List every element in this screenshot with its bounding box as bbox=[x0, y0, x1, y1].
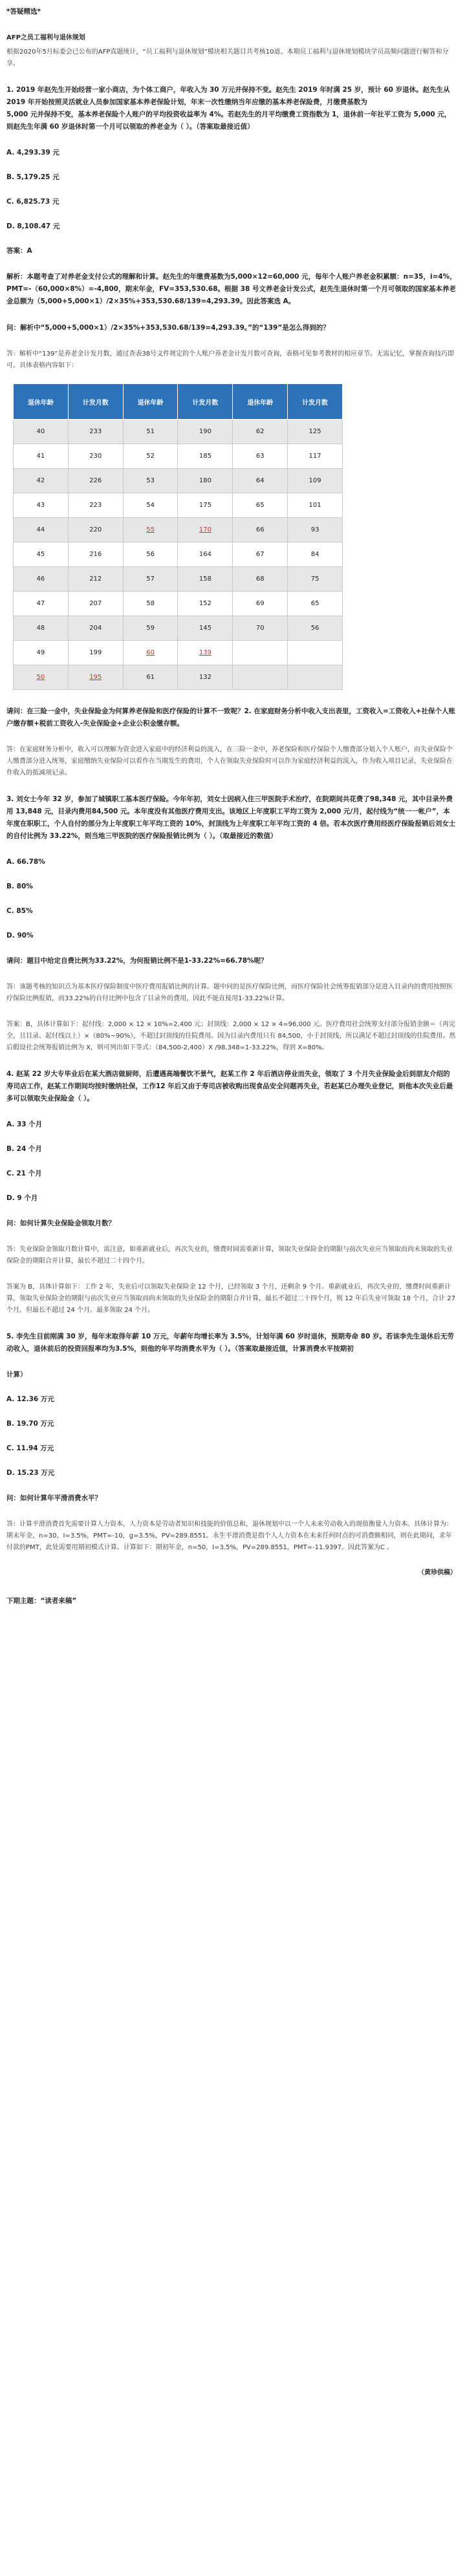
q4-option-d: D. 9 个月 bbox=[6, 1194, 38, 1202]
table-cell: 220 bbox=[68, 518, 123, 542]
pension-months-table bbox=[13, 383, 343, 690]
table-cell: 65 bbox=[288, 592, 343, 616]
table-cell bbox=[233, 641, 288, 665]
table-cell: 195 bbox=[68, 665, 123, 690]
q4-reply-calc: 答案为 B，具体计算如下：工作 2 年，失业后可以领取失业保险金 12 个月，已经领取 3 个月，还剩余 9 个月。重新就业后，再次失业的，缴费时间重新计算，领取失业保险金的期限与前次失业应当领取而尚未领取的失业保险金的期限合并计算，最长不超过二十四个月，则 12 年后失业可领取 18 个月，合计 27 个月，但最长不超过 24 个月。最多领取 24 个月。 bbox=[6, 1283, 456, 1314]
table-cell: 175 bbox=[178, 493, 233, 518]
table-cell: 93 bbox=[288, 518, 343, 542]
table-cell bbox=[233, 665, 288, 690]
table-cell: 190 bbox=[178, 420, 233, 444]
table-cell: 54 bbox=[123, 493, 178, 518]
table-cell: 58 bbox=[123, 592, 178, 616]
q4-reply: 答：失业保险金领取月数计算中，需注意，如重新就业后，再次失业的，缴费时间需重新计算，领取失业保险金的期限与前次失业应当领取而尚未领取的失业保险金的期限合并计算，最长不超过二十四个月。 bbox=[6, 1246, 453, 1265]
table-cell: 61 bbox=[123, 665, 178, 690]
table-cell: 55 bbox=[123, 518, 178, 542]
table-row bbox=[14, 444, 343, 469]
q3-stem: 3. 刘女士今年 32 岁，参加了城镇职工基本医疗保险。今年年初，刘女士因病入住三甲医院手术治疗，在院期间共花费了98,348 元，其中目录外费用 13,848 元，目录内费用84,500 元。本年度没有其他医疗费用支出。该地区上年度职工平均工资为 2,000 元/月，起付线为“统一一帐户”，本年度在职职工，个人自付的部分为上年度职工年平均工资的 10%，封顶线为上年度职工年平均工资的 4 倍。若本次医疗费用经医疗保险报销后刘女士的自付比例为 33.22%，则当地三甲医院的医疗保险报销比例为（ ）。（取最接近的数值） bbox=[6, 795, 456, 840]
table-cell: 56 bbox=[288, 616, 343, 641]
table-cell: 60 bbox=[123, 641, 178, 665]
table-cell: 50 bbox=[14, 665, 69, 690]
table-cell: 185 bbox=[178, 444, 233, 469]
q5-reply: 答：计算平滑消费首先需要计算人力资本，人力资本是劳动者知识和技能的价值总和，退休规划中以一个人未来劳动收入的现值衡量人力资本。具体计算为：期末年金，n=30，I=3.5%，PMT=-10，g=3.5%，PV=289.8551。永生平滑消费是指个人人力资本在未来任何时点的可消费额相同，则在此期间，求年付款的PMT，此处需要用期初模式计算。计算如下：期初年金，n=50，I=3.5%，PV=289.8551，PMT=-11.9397。因此答案为C 。 bbox=[6, 1521, 453, 1551]
table-row bbox=[14, 616, 343, 641]
q4-option-a: A. 33 个月 bbox=[6, 1121, 43, 1128]
table-cell: 233 bbox=[68, 420, 123, 444]
table-cell: 226 bbox=[68, 469, 123, 493]
table-cell: 207 bbox=[68, 592, 123, 616]
q5-calc-note: 计算） bbox=[6, 1371, 27, 1379]
q3-option-c: C. 85% bbox=[6, 907, 33, 915]
table-cell bbox=[288, 665, 343, 690]
table-cell bbox=[288, 641, 343, 665]
q1-answer: 答案：A bbox=[6, 247, 32, 255]
table-row bbox=[14, 542, 343, 567]
table-cell: 75 bbox=[288, 567, 343, 592]
table-row bbox=[14, 567, 343, 592]
th-months-3: 计发月数 bbox=[288, 384, 343, 420]
th-months-1: 计发月数 bbox=[68, 384, 123, 420]
q1-option-b: B. 5,179.25 元 bbox=[6, 173, 60, 181]
th-age-1: 退休年龄 bbox=[14, 384, 69, 420]
table-cell: 139 bbox=[178, 641, 233, 665]
table-cell: 64 bbox=[233, 469, 288, 493]
table-cell: 212 bbox=[68, 567, 123, 592]
q3-option-d: D. 90% bbox=[6, 932, 34, 939]
q4-question: 问：如何计算失业保险金领取月数？ bbox=[6, 1219, 115, 1227]
table-cell: 41 bbox=[14, 444, 69, 469]
q1-question: 问：解析中“5,000+5,000×1）/2×35%+353,530.68/139=4,293.39。”的“139”是怎么得到的？ bbox=[6, 324, 330, 332]
table-row bbox=[14, 518, 343, 542]
top-label: *答疑精选* bbox=[6, 8, 41, 16]
table-row bbox=[14, 592, 343, 616]
next-topic: 下期主题：“读者来稿” bbox=[6, 1597, 77, 1605]
table-cell: 48 bbox=[14, 616, 69, 641]
table-cell: 46 bbox=[14, 567, 69, 592]
q1-stem-continued: 5,000 元并保持不变，基本养老保险个人账户的平均投资收益率为 4%。若赵先生的月平均缴费工资指数为 1，退休前一年社平工资为 5,000 元，则赵先生年满 60 岁退休时第一个月可以领取的养老金为（ ）。（答案取最接近值） bbox=[6, 111, 451, 131]
table-cell: 52 bbox=[123, 444, 178, 469]
table-cell: 145 bbox=[178, 616, 233, 641]
table-cell: 158 bbox=[178, 567, 233, 592]
th-months-2: 计发月数 bbox=[178, 384, 233, 420]
table-row bbox=[14, 665, 343, 690]
q1-option-c: C. 6,825.73 元 bbox=[6, 198, 60, 206]
table-cell: 43 bbox=[14, 493, 69, 518]
table-cell: 69 bbox=[233, 592, 288, 616]
table-cell: 63 bbox=[233, 444, 288, 469]
table-cell: 47 bbox=[14, 592, 69, 616]
table-cell: 53 bbox=[123, 469, 178, 493]
q5-option-a: A. 12.36 万元 bbox=[6, 1395, 54, 1403]
q3-option-a: A. 66.78% bbox=[6, 858, 45, 866]
author-credit: （黄珍供稿） bbox=[418, 1569, 457, 1576]
table-cell: 66 bbox=[233, 518, 288, 542]
table-cell: 117 bbox=[288, 444, 343, 469]
table-cell: 62 bbox=[233, 420, 288, 444]
table-cell: 101 bbox=[288, 493, 343, 518]
table-cell: 51 bbox=[123, 420, 178, 444]
table-cell: 199 bbox=[68, 641, 123, 665]
q1-stem: 1. 2019 年赵先生开始经营一家小商店，为个体工商户，年收入为 30 万元并保持不变。赵先生 2019 年时满 25 岁，预计 60 岁退休。赵先生从2019 年开始按照灵活就业人员参加国家基本养老保险计划，年末一次性缴纳当年应缴的基本养老保险费，月缴费基数为 bbox=[6, 86, 450, 106]
table-row bbox=[14, 469, 343, 493]
table-cell: 65 bbox=[233, 493, 288, 518]
table-cell: 84 bbox=[288, 542, 343, 567]
table-cell: 68 bbox=[233, 567, 288, 592]
table-cell: 204 bbox=[68, 616, 123, 641]
th-age-2: 退休年龄 bbox=[123, 384, 178, 420]
table-cell: 67 bbox=[233, 542, 288, 567]
th-age-3: 退休年龄 bbox=[233, 384, 288, 420]
q5-option-d: D. 15.23 万元 bbox=[6, 1469, 55, 1477]
table-cell: 223 bbox=[68, 493, 123, 518]
q1-option-d: D. 8,108.47 元 bbox=[6, 222, 60, 230]
q1-analysis: 解析：本题考查了对养老金支付公式的理解和计算。赵先生的年缴费基数为5,000×12=60,000 元，每年个人账户养老金积累额：n=35，i=4%，PMT=-（60,000×8%）=-4,800，期末年金，FV=353,530.68。根据 38 号文养老金计发公式，赵先生退休时第一个月可领取的国家基本养老金总额为（5,000+5,000×1）/2×35%+353,530.68/139=4,293.39。因此答案选 A。 bbox=[6, 273, 457, 305]
q4-stem: 4. 赵某 22 岁大专毕业后在某大酒店做厨师，后遭遇高端餐饮不景气，赵某工作 2 年后酒店停业而失业，领取了 3 个月失业保险金后到朋友介绍的寿司店工作，赵某工作期间均按时缴纳社保，工作12 年后又由于寿司店被收购出现食品安全问题再失业，若赵某已办理失业登记，则他本次失业后最多可以领取失业保险金（ ）。 bbox=[6, 1070, 453, 1102]
table-cell: 216 bbox=[68, 542, 123, 567]
q1-reply: 答：解析中“139”是养老金计发月数，通过查表38号文件规定的个人账户养老金计发月数可查询，表格可见参考教材的相应章节。无需记忆，掌握查询技巧即可。具体表格内容如下： bbox=[6, 350, 455, 369]
table-cell: 56 bbox=[123, 542, 178, 567]
table-cell: 109 bbox=[288, 469, 343, 493]
table-cell: 170 bbox=[178, 518, 233, 542]
q5-option-b: B. 19.70 万元 bbox=[6, 1420, 54, 1428]
table-row bbox=[14, 493, 343, 518]
q3-reply-calc: 答案：B，具体计算如下：起付线：2,000 × 12 × 10%=2,400 元；封顶线：2,000 × 12 × 4=96,000 元。医疗费用社会统筹支付部分报销金额＝（再完全，且目录、起付线以上）×（80%~90%），不超过封顶线的住院费用。因为目录内费用只有 84,500，小于封顶线，所以满足不超过封顶线的住院费用。然后假设社会统筹报销比例为 X，则可列出如下等式：（84,500-2,400）X /98,348=1-33.22%，得到 X=80%。 bbox=[6, 1021, 456, 1051]
q3-option-b: B. 80% bbox=[6, 883, 33, 890]
q5-option-c: C. 11.94 万元 bbox=[6, 1444, 54, 1452]
table-row bbox=[14, 420, 343, 444]
table-cell: 70 bbox=[233, 616, 288, 641]
q4-option-c: C. 21 个月 bbox=[6, 1170, 42, 1177]
table-cell: 125 bbox=[288, 420, 343, 444]
q-three-insurance-reply: 答：在家庭财务分析中，收入可以理解为资金进入家庭中的经济利益的流入，在三险一金中，养老保险和医疗保险个人缴费部分划入个人账户，而失业保险个人缴费部分进入统筹，家庭缴纳失业保险可以看作在当期发生的费用，个人在领取失业保险时可以作为家庭经济利益的流入，作为收入项目记录，失业保险在作收入的抵减项记录。 bbox=[6, 746, 453, 777]
article-title: AFP之员工福利与退休规划 bbox=[6, 34, 85, 41]
table-cell: 49 bbox=[14, 641, 69, 665]
table-cell: 132 bbox=[178, 665, 233, 690]
table-cell: 44 bbox=[14, 518, 69, 542]
table-cell: 180 bbox=[178, 469, 233, 493]
table-cell: 164 bbox=[178, 542, 233, 567]
table-cell: 42 bbox=[14, 469, 69, 493]
q3-reply: 答：该题考核的知识点为基本医疗保险制度中医疗费用报销比例的计算。题中问的是医疗保险比例，而医疗保险社会统筹报销部分是进入目录内的费用按照医疗保险比例报销，而33.22%的自付比例中包含了目录外的费用，因此不能直接用1-33.22%计算。 bbox=[6, 983, 453, 1002]
table-cell: 57 bbox=[123, 567, 178, 592]
q4-option-b: B. 24 个月 bbox=[6, 1145, 42, 1153]
table-cell: 45 bbox=[14, 542, 69, 567]
q-three-insurance-question: 请问：在三险一金中，失业保险金为何算养老保险和医疗保险的计算不一致呢？2. 在家庭财务分析中收入支出表里，工资收入=工资收入+社保个人账户缴存额+税前工资收入-失业保险金+企业公积金缴存额。 bbox=[6, 707, 456, 727]
q3-question: 请问：题目中给定自费比例为33.22%，为何报销比例不是1-33.22%=66.78%呢？ bbox=[6, 957, 268, 965]
table-cell: 230 bbox=[68, 444, 123, 469]
table-header-row bbox=[14, 384, 343, 420]
table-cell: 40 bbox=[14, 420, 69, 444]
table-row bbox=[14, 641, 343, 665]
intro-paragraph: 根据2020年5月标委会已公布的AFP真题统计，“员工福利与退休规划”模块相关题目共考核10道。本期员工福利与退休规划模块学员高频问题进行解答和分享。 bbox=[6, 48, 449, 67]
q5-stem: 5. 李先生目前刚满 30 岁，每年末取得年薪 10 万元，年薪年均增长率为 3.5%，计划年满 60 岁时退休，预期寿命 80 岁。若该李先生退休后无劳动收入，退休前后的投资回报率均为3.5%，则他的年平均消费水平为（ ）。（答案取最接近值，计算消费水平按期初 bbox=[6, 1333, 454, 1353]
q5-question: 问：如何计算年平滑消费水平？ bbox=[6, 1494, 102, 1502]
q1-option-a: A. 4,293.39 元 bbox=[6, 149, 60, 156]
table-cell: 152 bbox=[178, 592, 233, 616]
table-cell: 59 bbox=[123, 616, 178, 641]
